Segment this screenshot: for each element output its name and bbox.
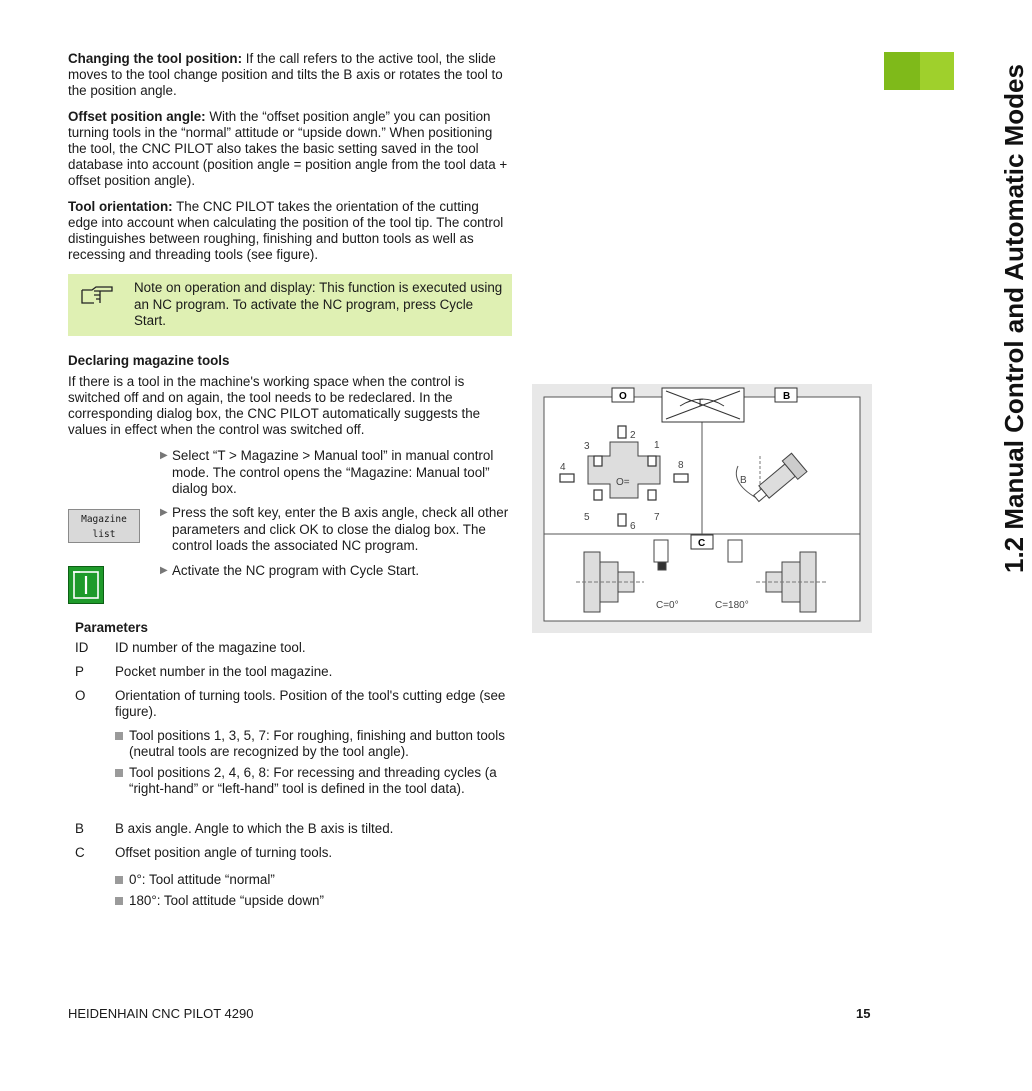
c-0-label: C=0° [656,600,679,611]
figure-label-o: O [619,391,627,402]
magazine-list-softkey[interactable]: Magazine list [68,509,140,543]
position-2: 2 [630,430,636,441]
page-number: 15 [856,1006,871,1021]
bullet-o-1: Tool positions 1, 3, 5, 7: For roughing, finishing and button tools (neutral tools are recognized by the tool angle). [115,728,505,760]
note-text: Note on operation and display: This function is executed using an NC program. To activate the NC program, press Cycle Start. [134,280,503,328]
footer-manual-name: HEIDENHAIN CNC PILOT 4290 [68,1006,254,1021]
position-1: 1 [654,440,660,451]
cycle-start-icon[interactable] [68,566,104,604]
step-3: ▶ Activate the NC program with Cycle Start. [160,563,420,578]
bullet-c-1: 0°: Tool attitude “normal” [115,872,505,888]
bullet-c-2: 180°: Tool attitude “upside down” [115,893,505,909]
position-7: 7 [654,512,660,523]
note-box [68,274,512,336]
figure-label-c: C [698,538,706,549]
chapter-title: 1.2 Manual Control and Automatic Modes [999,64,1029,573]
arrow-right-icon: ▶ [160,450,168,461]
figure-center-label: O= [616,477,630,488]
figure-label-b: B [783,391,791,402]
position-5: 5 [584,512,590,523]
c-180-label: C=180° [715,600,749,611]
section-heading-declaring: Declaring magazine tools [68,353,230,368]
b-angle-label: B [740,475,747,486]
paragraph-tool-orientation: Tool orientation: The CNC PILOT takes the orientation of the cutting edge into account when calculating the position of the tool tip. The control distinguishes between roughing, finishing and button tools as well as recessing and threading tools (see figure). [68,199,504,262]
paragraph-declaring: If there is a tool in the machine's working space when the control is switched off and on again, the tool needs to be redeclared. In the corresponding dialog box, the CNC PILOT automatically suggests the values in effect when the control was switched off. [68,374,481,437]
position-4: 4 [560,462,566,473]
chapter-tab-accent [884,52,920,90]
step-2: ▶ Press the soft key, enter the B axis angle, check all other parameters and click OK to close the dialog box. The control loads the associated NC program. [160,505,509,553]
parameters-heading: Parameters [75,620,148,635]
pointing-hand-icon [80,284,114,308]
position-3: 3 [584,441,590,452]
position-8: 8 [678,460,684,471]
tool-orientation-figure [532,384,872,633]
step-1: ▶ Select “T > Magazine > Manual tool” in manual control mode. The control opens the “Magazine: Manual tool” dialog box. [160,448,494,496]
paragraph-tool-position: Changing the tool position: If the call refers to the active tool, the slide moves to the tool change position and tilts the B axis or rotates the tool to the position angle. [68,51,503,98]
arrow-right-icon: ▶ [160,507,168,518]
paragraph-offset-angle: Offset position angle: With the “offset position angle” you can position turning tools in the “normal” attitude or “upside down.” When positioning the tool, the CNC PILOT also takes the basic setting saved in the tool database into account (position angle = position angle from the tool data + offset position angle). [68,109,508,188]
bullet-o-2: Tool positions 2, 4, 6, 8: For recessing and threading cycles (a “right-hand” or “left-hand” tool is defined in the tool data). [115,765,505,797]
figure-t-label: T [697,398,704,409]
position-6: 6 [630,521,636,532]
arrow-right-icon: ▶ [160,565,168,576]
